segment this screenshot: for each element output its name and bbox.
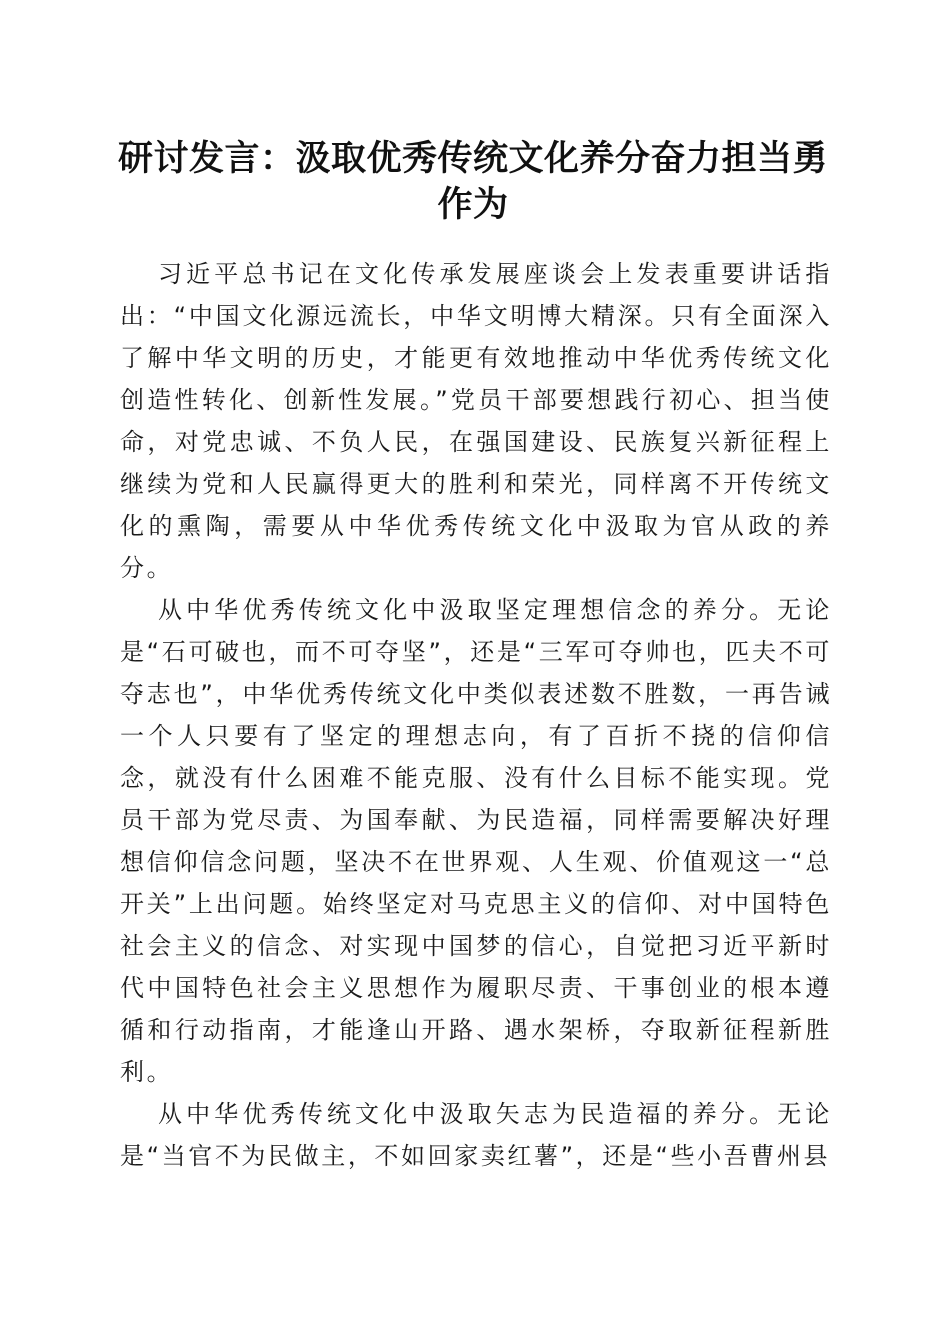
paragraph-ideals: 从中华优秀传统文化中汲取坚定理想信念的养分。无论是“石可破也，而不可夺坚”，还是“三军可夺帅也，匹夫不可夺志也”，中华优秀传统文化中类似表述数不胜数，一再告诫一个人只要有了坚定的理想志向，有了百折不挠的信仰信念，就没有什么困难不能克服、没有什么目标不能实现。党员干部为党尽责、为国奉献、为民造福，同样需要解决好理想信仰信念问题，坚决不在世界观、人生观、价值观这一“总开关”上出问题。始终坚定对马克思主义的信仰、对中国特色社会主义的信念、对实现中国梦的信心，自觉把习近平新时代中国特色社会主义思想作为履职尽责、干事创业的根本遵循和行动指南，才能逢山开路、遇水架桥，夺取新征程新胜利。 — [120, 596, 832, 1086]
document-body — [120, 253, 832, 1177]
document-title: 研讨发言：汲取优秀传统文化养分奋力担当勇作为 — [117, 138, 828, 225]
paragraph-intro: 习近平总书记在文化传承发展座谈会上发表重要讲话指出：“中国文化源远流长，中华文明博大精深。只有全面深入了解中华文明的历史，才能更有效地推动中华优秀传统文化创造性转化、创新性发展。”党员干部要想践行初心、担当使命，对党忠诚、不负人民，在强国建设、民族复兴新征程上继续为党和人民赢得更大的胜利和荣光，同样离不开传统文化的熏陶，需要从中华优秀传统文化中汲取为官从政的养分。 — [120, 260, 832, 582]
paragraph-people: 从中华优秀传统文化中汲取矢志为民造福的养分。无论是“当官不为民做主，不如回家卖红薯”，还是“些小吾曹州县 — [120, 1100, 832, 1170]
